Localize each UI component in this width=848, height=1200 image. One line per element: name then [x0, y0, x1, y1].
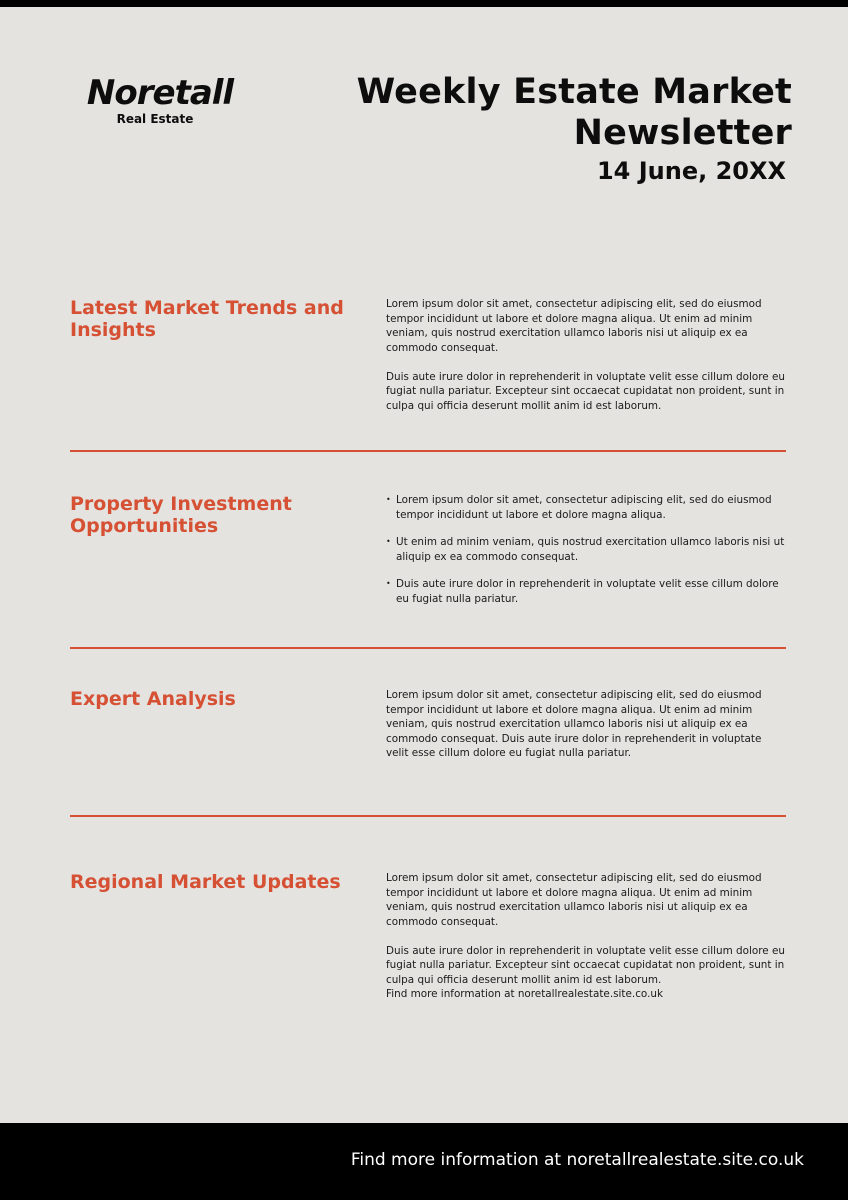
section-body	[386, 688, 786, 761]
section-title: Latest Market Trends and Insights	[70, 297, 344, 341]
section-divider	[70, 647, 786, 649]
bullet-item: • Lorem ipsum dolor sit amet, consectetur adipiscing elit, sed do eiusmod tempor incididunt ut labore et dolore magna aliqua.	[386, 493, 786, 522]
section-title: Regional Market Updates	[70, 871, 341, 893]
bullet-item: • Ut enim ad minim veniam, quis nostrud exercitation ullamco laboris nisi ut aliquip ex ea commodo consequat.	[386, 535, 786, 564]
section-body	[386, 871, 786, 1002]
section-body	[386, 493, 786, 619]
logo-tagline: Real Estate	[116, 112, 194, 126]
bullet-item: • Duis aute irure dolor in reprehenderit in voluptate velit esse cillum dolore eu fugiat nulla pariatur.	[386, 577, 786, 606]
section-divider	[70, 815, 786, 817]
paragraph: Duis aute irure dolor in reprehenderit in voluptate velit esse cillum dolore eu fugiat nulla pariatur. Excepteur sint occaecat cupidatat non proident, sunt in culpa qui officia deserunt mollit anim id est laborum.	[386, 944, 785, 986]
logo-name: Noretall	[86, 73, 234, 113]
paragraph: Lorem ipsum dolor sit amet, consectetur adipiscing elit, sed do eiusmod tempor incididunt ut labore et dolore magna aliqua. Ut enim ad minim veniam, quis nostrud exercitation ullamco laboris nisi ut aliquip ex ea commodo consequat.	[386, 872, 762, 928]
paragraph: Lorem ipsum dolor sit amet, consectetur adipiscing elit, sed do eiusmod tempor incididunt ut labore et dolore magna aliqua. Ut enim ad minim veniam, quis nostrud exercitation ullamco laboris nisi ut aliquip ex ea commodo consequat. Duis aute irure dolor in reprehenderit in voluptate velit esse cillum dolore eu fugiat nulla pariatur.	[386, 689, 762, 759]
section-body	[386, 297, 786, 413]
section-divider	[70, 450, 786, 452]
footer	[0, 1123, 848, 1200]
more-info-text: Find more information at noretallrealestate.site.co.uk	[386, 988, 663, 1000]
paragraph: Lorem ipsum dolor sit amet, consectetur adipiscing elit, sed do eiusmod tempor incididunt ut labore et dolore magna aliqua. Ut enim ad minim veniam, quis nostrud exercitation ullamco laboris nisi ut aliquip ex ea commodo consequat.	[386, 298, 762, 354]
bullet-list	[386, 493, 786, 606]
top-bar	[0, 0, 848, 7]
footer-info-text: Find more information at noretallrealestate.site.co.uk	[350, 1150, 804, 1170]
logo	[80, 74, 240, 126]
paragraph: Duis aute irure dolor in reprehenderit in voluptate velit esse cillum dolore eu fugiat nulla pariatur. Excepteur sint occaecat cupidatat non proident, sunt in culpa qui officia deserunt mollit anim id est laborum.	[386, 370, 785, 412]
newsletter-title: Weekly Estate Market Newsletter	[356, 72, 792, 153]
section-title: Expert Analysis	[70, 688, 236, 710]
section-title: Property Investment Opportunities	[70, 493, 292, 537]
newsletter-date: 14 June, 20XX	[596, 157, 786, 185]
